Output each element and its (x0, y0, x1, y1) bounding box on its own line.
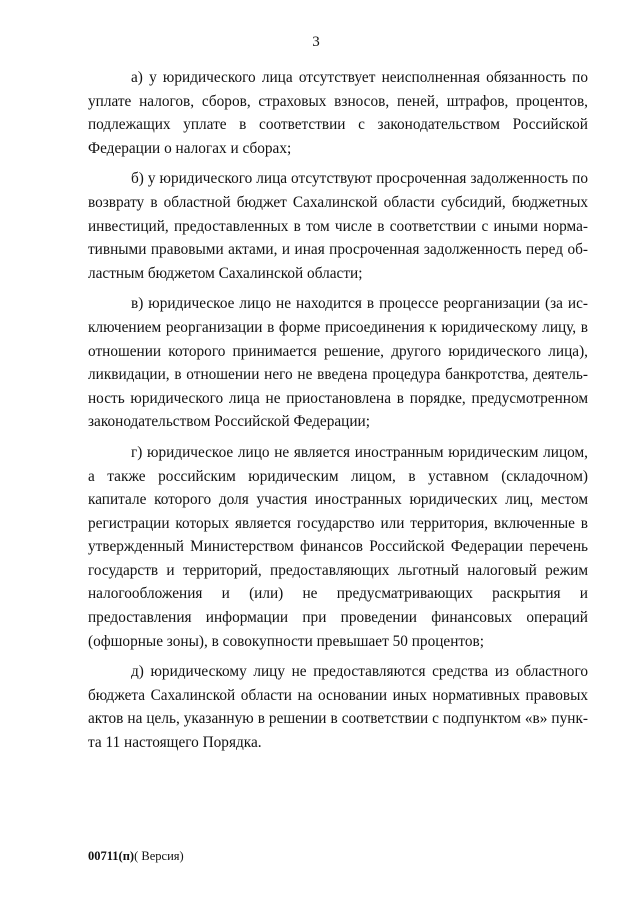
paragraph-d: д) юридическому лицу не предоставляются средства из областного бюджета Сахалинской области на основании иных нормативных правовых актов на цель, указанную в решении в соответствии с подпунктом «в» пункта 11 настоящего Порядка. (88, 663, 588, 752)
document-code: 00711(п) (88, 849, 135, 863)
document-body (88, 66, 588, 762)
paragraph-g: г) юридическое лицо не является иностранным юридическим лицом, а также российским юридическим лицом, в уставном (складочном) капитале которого доля участия иностранных юридических лиц, местом регистрации которых является государство или территория, включенные в утвержденный Министерством финансов Российской Федерации перечень государств и территорий, предоставляющих льготный налоговый режим налогообложения и (или) не предусматривающих раскрытия и предоставления информации при проведении финансовых операций (офшорные зоны), в совокупности превышает 50 процентов; (88, 443, 588, 650)
page-number: 3 (312, 34, 320, 50)
document-footer (88, 849, 184, 864)
document-version: ( Версия) (134, 849, 184, 863)
paragraph-a: а) у юридического лица отсутствует неисполненная обязанность по уплате налогов, сборов, страховых взносов, пеней, штрафов, процентов, подлежащих уплате в соответствии с законодательством Российской Федерации о налогах и сборах; (88, 69, 588, 157)
paragraph-b: б) у юридического лица отсутствуют просроченная задолженность по возврату в областной бюджет Сахалинской области субсидий, бюджетных инвестиций, предоставленных в том числе в соответствии с иными нормативными правовыми актами, и иная просроченная задолженность перед областным бюджетом Сахалинской области; (88, 170, 588, 282)
paragraph-v: в) юридическое лицо не находится в процессе реорганизации (за исключением реорганизации в форме присоединения к юридическому лицу, в отношении которого принимается решение, другого юридического лица), ликвидации, в отношении него не введена процедура банкротства, деятельность юридического лица не приостановлена в порядке, предусмотренном законодательством Российской Федерации; (88, 295, 588, 431)
